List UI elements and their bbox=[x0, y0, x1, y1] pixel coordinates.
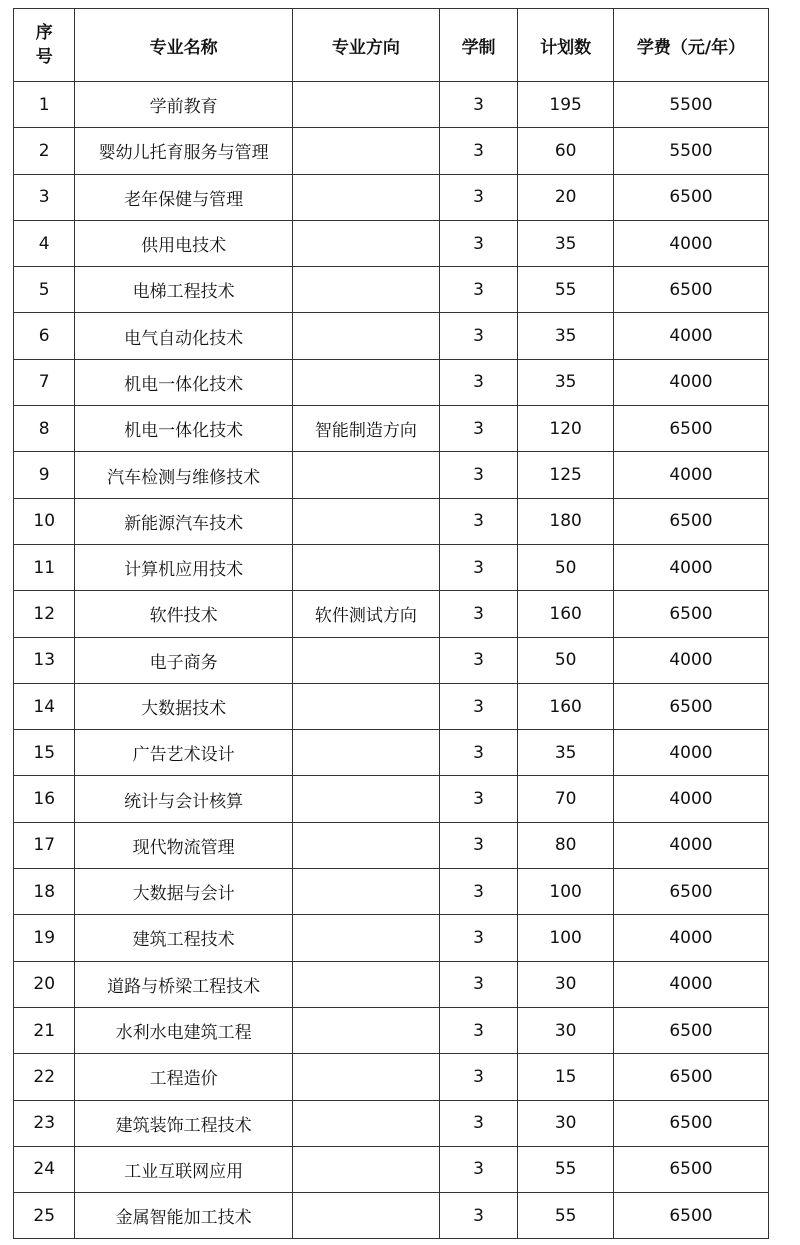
cell-duration: 3 bbox=[439, 498, 518, 544]
cell-fee: 6500 bbox=[613, 869, 768, 915]
cell-fee: 6500 bbox=[613, 1100, 768, 1146]
cell-direction bbox=[292, 1007, 439, 1053]
table-row bbox=[14, 683, 769, 729]
cell-direction bbox=[292, 1054, 439, 1100]
table-row bbox=[14, 544, 769, 590]
cell-duration: 3 bbox=[439, 822, 518, 868]
cell-plan: 30 bbox=[518, 1100, 614, 1146]
cell-name: 大数据技术 bbox=[75, 683, 292, 729]
table-row bbox=[14, 220, 769, 266]
cell-direction bbox=[292, 1100, 439, 1146]
cell-name: 建筑工程技术 bbox=[75, 915, 292, 961]
cell-direction bbox=[292, 174, 439, 220]
cell-name: 汽车检测与维修技术 bbox=[75, 452, 292, 498]
cell-duration: 3 bbox=[439, 1007, 518, 1053]
cell-name: 新能源汽车技术 bbox=[75, 498, 292, 544]
table-row bbox=[14, 1193, 769, 1239]
cell-direction bbox=[292, 128, 439, 174]
enrollment-plan-table bbox=[13, 8, 769, 1239]
cell-no: 9 bbox=[14, 452, 75, 498]
cell-plan: 30 bbox=[518, 1007, 614, 1053]
cell-name: 供用电技术 bbox=[75, 220, 292, 266]
cell-direction bbox=[292, 544, 439, 590]
table-row bbox=[14, 776, 769, 822]
cell-no: 5 bbox=[14, 267, 75, 313]
cell-duration: 3 bbox=[439, 869, 518, 915]
cell-fee: 6500 bbox=[613, 174, 768, 220]
cell-name: 大数据与会计 bbox=[75, 869, 292, 915]
cell-fee: 6500 bbox=[613, 1054, 768, 1100]
cell-plan: 70 bbox=[518, 776, 614, 822]
cell-fee: 6500 bbox=[613, 498, 768, 544]
cell-fee: 4000 bbox=[613, 359, 768, 405]
cell-direction bbox=[292, 776, 439, 822]
cell-duration: 3 bbox=[439, 452, 518, 498]
cell-name: 工程造价 bbox=[75, 1054, 292, 1100]
table-row bbox=[14, 128, 769, 174]
cell-no: 3 bbox=[14, 174, 75, 220]
cell-plan: 35 bbox=[518, 730, 614, 776]
cell-name: 电气自动化技术 bbox=[75, 313, 292, 359]
cell-fee: 4000 bbox=[613, 220, 768, 266]
cell-plan: 35 bbox=[518, 220, 614, 266]
header-plan: 计划数 bbox=[518, 9, 614, 82]
cell-name: 电梯工程技术 bbox=[75, 267, 292, 313]
cell-no: 21 bbox=[14, 1007, 75, 1053]
cell-direction bbox=[292, 452, 439, 498]
cell-direction bbox=[292, 683, 439, 729]
cell-duration: 3 bbox=[439, 637, 518, 683]
cell-no: 13 bbox=[14, 637, 75, 683]
table-row bbox=[14, 82, 769, 128]
cell-plan: 100 bbox=[518, 915, 614, 961]
cell-duration: 3 bbox=[439, 220, 518, 266]
cell-duration: 3 bbox=[439, 359, 518, 405]
cell-plan: 120 bbox=[518, 406, 614, 452]
table-row bbox=[14, 730, 769, 776]
cell-no: 11 bbox=[14, 544, 75, 590]
cell-name: 机电一体化技术 bbox=[75, 406, 292, 452]
cell-plan: 50 bbox=[518, 544, 614, 590]
header-row bbox=[14, 9, 769, 82]
cell-no: 4 bbox=[14, 220, 75, 266]
cell-plan: 60 bbox=[518, 128, 614, 174]
cell-fee: 5500 bbox=[613, 128, 768, 174]
header-no-line1: 序 bbox=[35, 23, 53, 43]
cell-name: 机电一体化技术 bbox=[75, 359, 292, 405]
cell-duration: 3 bbox=[439, 961, 518, 1007]
header-direction: 专业方向 bbox=[292, 9, 439, 82]
cell-direction bbox=[292, 220, 439, 266]
table-header bbox=[14, 9, 769, 82]
header-no-line2: 号 bbox=[35, 47, 53, 67]
cell-plan: 160 bbox=[518, 683, 614, 729]
table-row bbox=[14, 915, 769, 961]
cell-no: 15 bbox=[14, 730, 75, 776]
cell-fee: 4000 bbox=[613, 544, 768, 590]
table-row bbox=[14, 1100, 769, 1146]
table-row bbox=[14, 869, 769, 915]
cell-no: 2 bbox=[14, 128, 75, 174]
cell-plan: 55 bbox=[518, 267, 614, 313]
table-row bbox=[14, 961, 769, 1007]
cell-plan: 195 bbox=[518, 82, 614, 128]
cell-plan: 180 bbox=[518, 498, 614, 544]
cell-no: 6 bbox=[14, 313, 75, 359]
cell-direction bbox=[292, 822, 439, 868]
cell-fee: 6500 bbox=[613, 1146, 768, 1192]
cell-name: 建筑装饰工程技术 bbox=[75, 1100, 292, 1146]
cell-direction bbox=[292, 730, 439, 776]
cell-fee: 4000 bbox=[613, 452, 768, 498]
cell-fee: 4000 bbox=[613, 637, 768, 683]
cell-fee: 6500 bbox=[613, 591, 768, 637]
cell-direction bbox=[292, 637, 439, 683]
cell-no: 12 bbox=[14, 591, 75, 637]
cell-fee: 6500 bbox=[613, 1193, 768, 1239]
cell-name: 水利水电建筑工程 bbox=[75, 1007, 292, 1053]
cell-no: 22 bbox=[14, 1054, 75, 1100]
cell-no: 8 bbox=[14, 406, 75, 452]
cell-name: 电子商务 bbox=[75, 637, 292, 683]
header-name: 专业名称 bbox=[75, 9, 292, 82]
cell-direction bbox=[292, 1146, 439, 1192]
cell-fee: 4000 bbox=[613, 776, 768, 822]
cell-no: 14 bbox=[14, 683, 75, 729]
cell-duration: 3 bbox=[439, 1054, 518, 1100]
cell-no: 20 bbox=[14, 961, 75, 1007]
cell-duration: 3 bbox=[439, 1100, 518, 1146]
cell-plan: 30 bbox=[518, 961, 614, 1007]
cell-plan: 160 bbox=[518, 591, 614, 637]
cell-duration: 3 bbox=[439, 406, 518, 452]
cell-plan: 35 bbox=[518, 313, 614, 359]
cell-duration: 3 bbox=[439, 776, 518, 822]
cell-fee: 6500 bbox=[613, 1007, 768, 1053]
cell-fee: 6500 bbox=[613, 683, 768, 729]
cell-name: 软件技术 bbox=[75, 591, 292, 637]
cell-name: 金属智能加工技术 bbox=[75, 1193, 292, 1239]
cell-duration: 3 bbox=[439, 313, 518, 359]
cell-direction bbox=[292, 1193, 439, 1239]
cell-fee: 4000 bbox=[613, 730, 768, 776]
table-row bbox=[14, 591, 769, 637]
cell-plan: 35 bbox=[518, 359, 614, 405]
table-row bbox=[14, 498, 769, 544]
cell-direction bbox=[292, 961, 439, 1007]
table-body bbox=[14, 82, 769, 1239]
table-row bbox=[14, 359, 769, 405]
cell-no: 24 bbox=[14, 1146, 75, 1192]
cell-name: 学前教育 bbox=[75, 82, 292, 128]
cell-no: 23 bbox=[14, 1100, 75, 1146]
cell-no: 1 bbox=[14, 82, 75, 128]
cell-fee: 4000 bbox=[613, 961, 768, 1007]
table-row bbox=[14, 452, 769, 498]
cell-no: 17 bbox=[14, 822, 75, 868]
cell-name: 广告艺术设计 bbox=[75, 730, 292, 776]
table-row bbox=[14, 1054, 769, 1100]
cell-plan: 20 bbox=[518, 174, 614, 220]
cell-plan: 80 bbox=[518, 822, 614, 868]
cell-duration: 3 bbox=[439, 82, 518, 128]
cell-plan: 55 bbox=[518, 1146, 614, 1192]
cell-duration: 3 bbox=[439, 591, 518, 637]
header-fee: 学费（元/年） bbox=[613, 9, 768, 82]
cell-name: 老年保健与管理 bbox=[75, 174, 292, 220]
cell-duration: 3 bbox=[439, 915, 518, 961]
cell-name: 现代物流管理 bbox=[75, 822, 292, 868]
cell-duration: 3 bbox=[439, 1146, 518, 1192]
enrollment-table-container bbox=[13, 8, 769, 1239]
table-row bbox=[14, 174, 769, 220]
cell-direction bbox=[292, 359, 439, 405]
table-row bbox=[14, 1007, 769, 1053]
cell-no: 25 bbox=[14, 1193, 75, 1239]
cell-duration: 3 bbox=[439, 174, 518, 220]
cell-duration: 3 bbox=[439, 267, 518, 313]
cell-no: 10 bbox=[14, 498, 75, 544]
cell-fee: 4000 bbox=[613, 313, 768, 359]
table-row bbox=[14, 637, 769, 683]
cell-fee: 5500 bbox=[613, 82, 768, 128]
cell-duration: 3 bbox=[439, 544, 518, 590]
cell-no: 16 bbox=[14, 776, 75, 822]
cell-fee: 6500 bbox=[613, 267, 768, 313]
cell-direction: 智能制造方向 bbox=[292, 406, 439, 452]
cell-plan: 55 bbox=[518, 1193, 614, 1239]
cell-plan: 15 bbox=[518, 1054, 614, 1100]
table-row bbox=[14, 1146, 769, 1192]
table-row bbox=[14, 267, 769, 313]
cell-direction bbox=[292, 82, 439, 128]
cell-plan: 125 bbox=[518, 452, 614, 498]
header-duration: 学制 bbox=[439, 9, 518, 82]
cell-direction bbox=[292, 498, 439, 544]
table-row bbox=[14, 406, 769, 452]
table-row bbox=[14, 313, 769, 359]
cell-no: 18 bbox=[14, 869, 75, 915]
cell-fee: 6500 bbox=[613, 406, 768, 452]
cell-direction: 软件测试方向 bbox=[292, 591, 439, 637]
cell-name: 统计与会计核算 bbox=[75, 776, 292, 822]
cell-name: 道路与桥梁工程技术 bbox=[75, 961, 292, 1007]
cell-no: 7 bbox=[14, 359, 75, 405]
cell-name: 婴幼儿托育服务与管理 bbox=[75, 128, 292, 174]
cell-plan: 50 bbox=[518, 637, 614, 683]
cell-name: 计算机应用技术 bbox=[75, 544, 292, 590]
cell-direction bbox=[292, 313, 439, 359]
cell-fee: 4000 bbox=[613, 822, 768, 868]
cell-no: 19 bbox=[14, 915, 75, 961]
cell-direction bbox=[292, 915, 439, 961]
cell-duration: 3 bbox=[439, 730, 518, 776]
cell-duration: 3 bbox=[439, 128, 518, 174]
cell-fee: 4000 bbox=[613, 915, 768, 961]
cell-direction bbox=[292, 267, 439, 313]
table-row bbox=[14, 822, 769, 868]
header-no bbox=[14, 9, 75, 82]
cell-name: 工业互联网应用 bbox=[75, 1146, 292, 1192]
cell-direction bbox=[292, 869, 439, 915]
cell-duration: 3 bbox=[439, 683, 518, 729]
cell-duration: 3 bbox=[439, 1193, 518, 1239]
cell-plan: 100 bbox=[518, 869, 614, 915]
